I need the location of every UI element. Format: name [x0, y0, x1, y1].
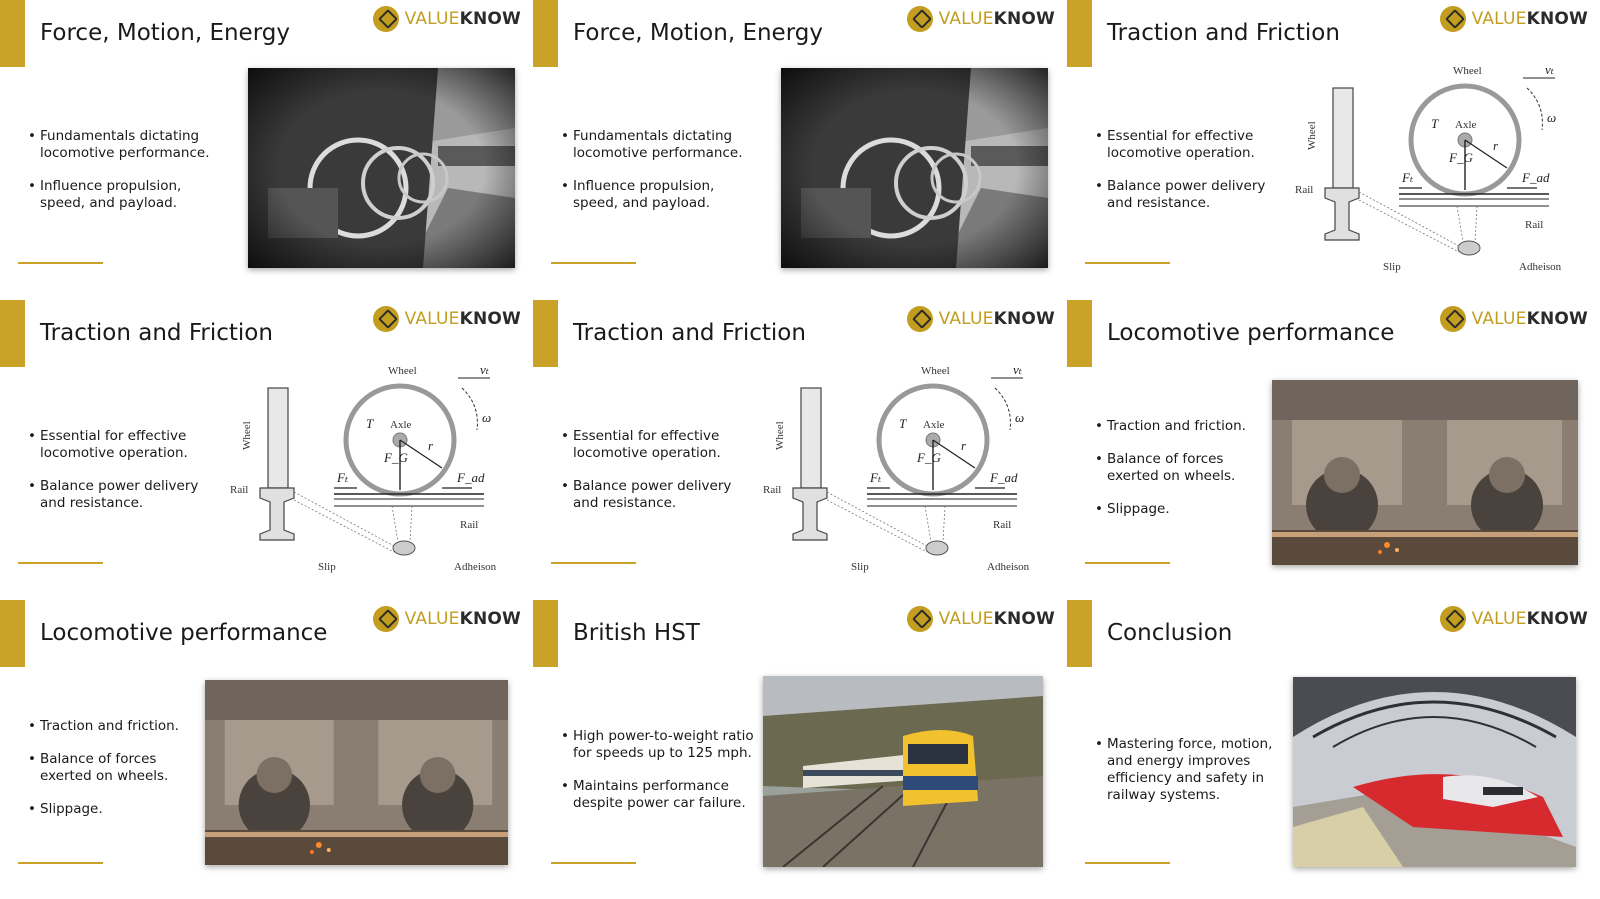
bullet-item: • Balance power delivery and resistance.: [28, 478, 218, 512]
wheel-side-label: Wheel: [774, 421, 786, 450]
logo-icon: [907, 6, 933, 32]
bullet-item: • Essential for effective locomotive operation.: [28, 428, 218, 462]
steam-locomotive-wheels-photo: [781, 68, 1048, 268]
rail-bottom-label: Rail: [460, 519, 479, 531]
traction-force-label: Fₜ: [337, 470, 349, 485]
bullet-list: [561, 728, 771, 828]
slip-label: Slip: [851, 561, 869, 573]
bullet-item: • Essential for effective locomotive operation.: [1095, 128, 1285, 162]
bullet-item: • Maintains performance despite power car failure.: [561, 778, 771, 812]
bullet-item: • Balance power delivery and resistance.: [1095, 178, 1285, 212]
accent-bar: [1067, 300, 1092, 367]
bullet-list: [1095, 128, 1285, 228]
high-speed-train-station-photo: [1293, 677, 1576, 867]
valueknow-logo: VALUEKNOW: [373, 606, 521, 632]
valueknow-logo: VALUEKNOW: [373, 6, 521, 32]
bullet-list: [1095, 736, 1275, 820]
accent-bar: [0, 600, 25, 667]
bullet-item: • Influence propulsion, speed, and payload.: [561, 178, 761, 212]
accent-bar: [0, 0, 25, 67]
gravity-force-label: F_G: [1449, 150, 1473, 165]
logo-icon: [907, 606, 933, 632]
bullet-list: [28, 128, 228, 228]
traction-force-label: Fₜ: [870, 470, 882, 485]
wheel-rail-diagram: [222, 360, 522, 580]
accent-bar: [1067, 600, 1092, 667]
slide-title: Traction and Friction: [40, 320, 273, 346]
wheel-side-label: Wheel: [1306, 121, 1318, 150]
slide-7[interactable]: [0, 600, 533, 899]
velocity-label: vₜ: [480, 362, 489, 377]
valueknow-logo: VALUEKNOW: [907, 6, 1055, 32]
adhesion-force-label: F_ad: [457, 470, 485, 485]
bullet-item: • Balance of forces exerted on wheels.: [1095, 451, 1265, 485]
slide-9[interactable]: [1067, 600, 1600, 899]
footer-rule: [1085, 862, 1170, 864]
accent-bar: [1067, 0, 1092, 67]
rail-side-label: Rail: [763, 484, 782, 496]
radius-label: r: [428, 438, 434, 453]
torque-label: T: [366, 416, 374, 431]
wheel-top-label: Wheel: [388, 365, 417, 377]
footer-rule: [551, 562, 636, 564]
bullet-item: • Fundamentals dictating locomotive performance.: [28, 128, 228, 162]
slip-label: Slip: [318, 561, 336, 573]
wheel-side-label: Wheel: [241, 421, 253, 450]
traction-force-label: Fₜ: [1402, 170, 1414, 185]
wheel-rail-diagram: [755, 360, 1055, 580]
accent-bar: [0, 300, 25, 367]
footer-rule: [1085, 562, 1170, 564]
wheel-rail-diagram: [1287, 60, 1587, 280]
radius-label: r: [1493, 138, 1499, 153]
logo-icon: [1440, 306, 1466, 332]
bullet-item: • Essential for effective locomotive operation.: [561, 428, 751, 462]
adhesion-force-label: F_ad: [990, 470, 1018, 485]
gravity-force-label: F_G: [384, 450, 408, 465]
accent-bar: [533, 0, 558, 67]
slide-title: Locomotive performance: [1107, 320, 1395, 346]
footer-rule: [18, 562, 103, 564]
slide-2[interactable]: [533, 0, 1067, 300]
wheel-top-label: Wheel: [921, 365, 950, 377]
bullet-item: • Traction and friction.: [28, 718, 193, 735]
bullet-item: • Traction and friction.: [1095, 418, 1265, 435]
bullet-list: [561, 128, 761, 228]
footer-rule: [18, 862, 103, 864]
bullet-item: • High power-to-weight ratio for speeds up to 125 mph.: [561, 728, 771, 762]
velocity-label: vₜ: [1013, 362, 1022, 377]
slide-8[interactable]: [533, 600, 1067, 899]
wheel-top-label: Wheel: [1453, 65, 1482, 77]
locomotive-bogie-sparks-photo: [205, 680, 508, 865]
logo-icon: [373, 606, 399, 632]
gravity-force-label: F_G: [917, 450, 941, 465]
bullet-list: [561, 428, 751, 528]
adhesion-label: Adheison: [1519, 261, 1562, 273]
steam-locomotive-wheels-photo: [248, 68, 515, 268]
rail-side-label: Rail: [1295, 184, 1314, 196]
footer-rule: [1085, 262, 1170, 264]
locomotive-bogie-sparks-photo: [1272, 380, 1578, 565]
accent-bar: [533, 300, 558, 367]
bullet-item: • Fundamentals dictating locomotive performance.: [561, 128, 761, 162]
slide-title: Traction and Friction: [1107, 20, 1340, 46]
valueknow-logo: VALUEKNOW: [373, 306, 521, 332]
slip-label: Slip: [1383, 261, 1401, 273]
adhesion-force-label: F_ad: [1522, 170, 1550, 185]
logo-icon: [373, 306, 399, 332]
axle-label: Axle: [390, 419, 412, 431]
footer-rule: [551, 262, 636, 264]
logo-icon: [1440, 606, 1466, 632]
slide-3[interactable]: [1067, 0, 1600, 300]
logo-icon: [373, 6, 399, 32]
bullet-item: • Slippage.: [1095, 501, 1265, 518]
slide-title: Force, Motion, Energy: [40, 20, 290, 46]
slide-5[interactable]: [533, 300, 1067, 600]
slide-title: Locomotive performance: [40, 620, 328, 646]
bullet-item: • Mastering force, motion, and energy improves efficiency and safety in railway systems.: [1095, 736, 1275, 804]
valueknow-logo: VALUEKNOW: [907, 306, 1055, 332]
adhesion-label: Adheison: [454, 561, 497, 573]
omega-label: ω: [482, 410, 492, 425]
torque-label: T: [1431, 116, 1439, 131]
bullet-item: • Influence propulsion, speed, and payload.: [28, 178, 228, 212]
bullet-list: [28, 718, 193, 834]
logo-icon: [1440, 6, 1466, 32]
logo-icon: [907, 306, 933, 332]
velocity-label: vₜ: [1545, 62, 1554, 77]
valueknow-logo: VALUEKNOW: [1440, 606, 1588, 632]
rail-bottom-label: Rail: [1525, 219, 1544, 231]
bullet-item: • Slippage.: [28, 801, 193, 818]
axle-label: Axle: [923, 419, 945, 431]
slide-6[interactable]: [1067, 300, 1600, 600]
bullet-list: [1095, 418, 1265, 534]
rail-side-label: Rail: [230, 484, 249, 496]
slide-title: Force, Motion, Energy: [573, 20, 823, 46]
radius-label: r: [961, 438, 967, 453]
torque-label: T: [899, 416, 907, 431]
rail-bottom-label: Rail: [993, 519, 1012, 531]
footer-rule: [18, 262, 103, 264]
axle-label: Axle: [1455, 119, 1477, 131]
footer-rule: [551, 862, 636, 864]
slide-1[interactable]: [0, 0, 533, 300]
slide-title: British HST: [573, 620, 700, 646]
valueknow-logo: VALUEKNOW: [1440, 6, 1588, 32]
omega-label: ω: [1547, 110, 1557, 125]
omega-label: ω: [1015, 410, 1025, 425]
valueknow-logo: VALUEKNOW: [907, 606, 1055, 632]
slide-4[interactable]: [0, 300, 533, 600]
adhesion-label: Adheison: [987, 561, 1030, 573]
accent-bar: [533, 600, 558, 667]
bullet-item: • Balance of forces exerted on wheels.: [28, 751, 193, 785]
slide-title: Conclusion: [1107, 620, 1233, 646]
british-hst-train-photo: [763, 676, 1043, 867]
bullet-item: • Balance power delivery and resistance.: [561, 478, 751, 512]
valueknow-logo: VALUEKNOW: [1440, 306, 1588, 332]
bullet-list: [28, 428, 218, 528]
slide-title: Traction and Friction: [573, 320, 806, 346]
